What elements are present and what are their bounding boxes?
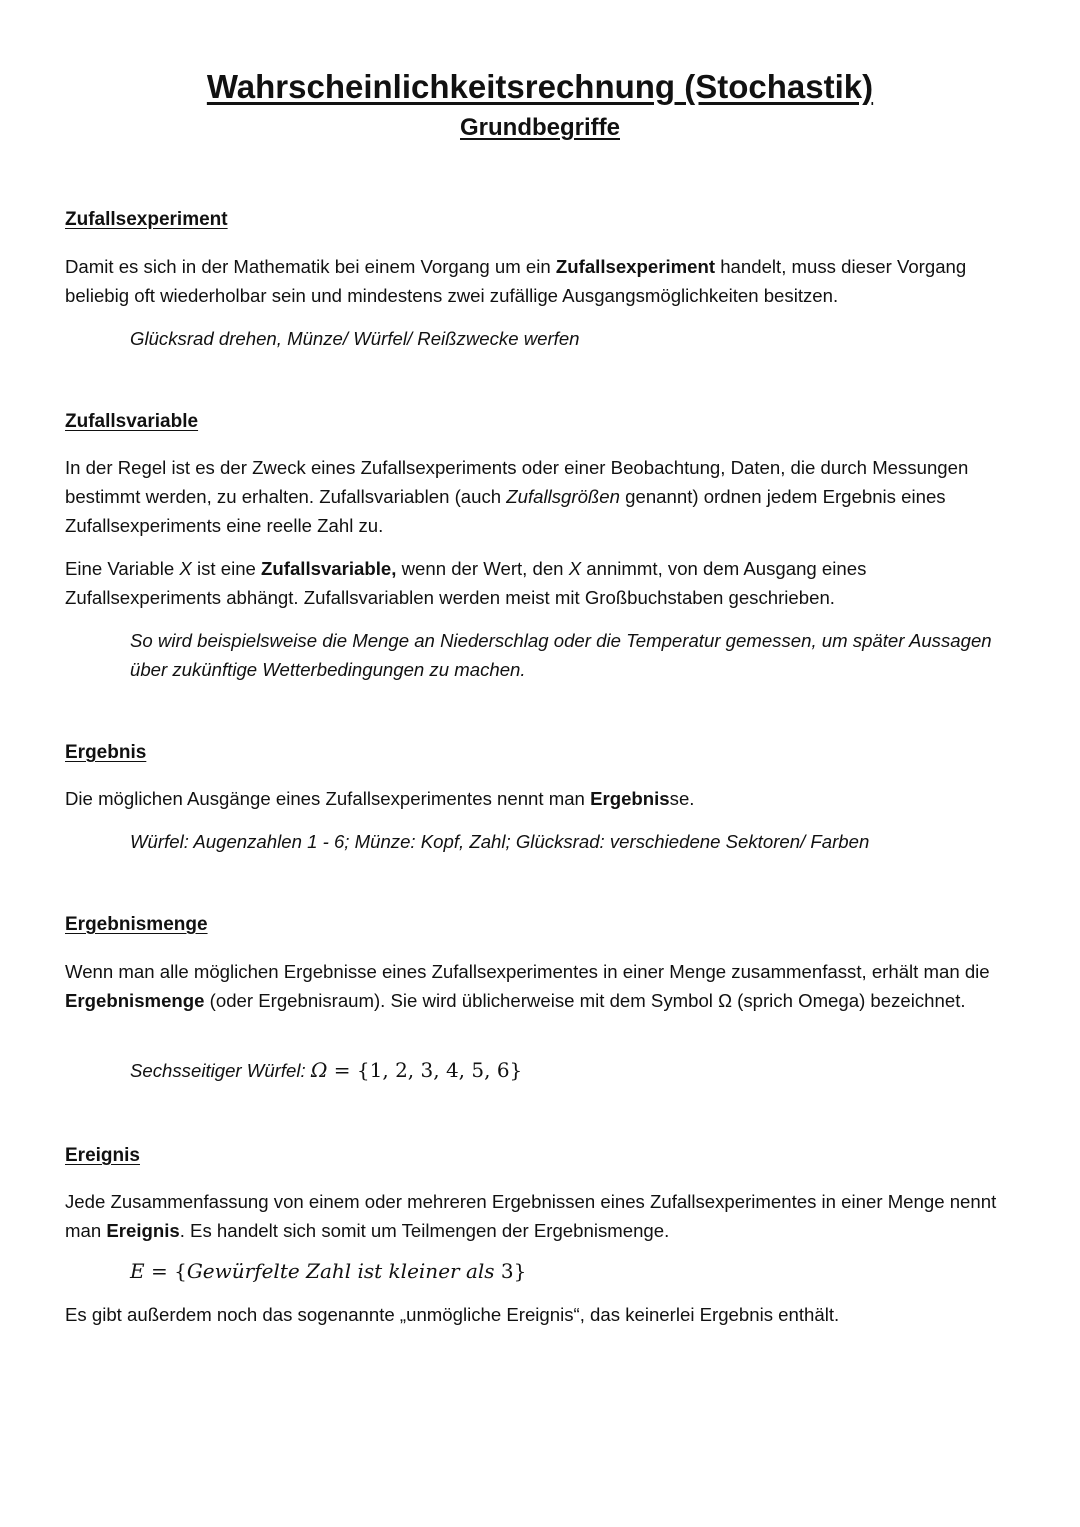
event-formula: E = {Gewürfelte Zahl ist kleiner als 3} [130, 1259, 527, 1283]
page-title: Wahrscheinlichkeitsrechnung (Stochastik) [206, 68, 874, 105]
paragraph-zufallsexperiment: Damit es sich in der Mathematik bei einem Vorgang um ein Zufallsexperiment handelt, muss dieser Vorgang beliebig oft wiederholbar sein und mindestens zwei zufällige Ausgangsmöglichkeiten besitzen. [65, 256, 967, 306]
paragraph-ergebnis: Die möglichen Ausgänge eines Zufallsexperimentes nennt man Ergebnisse. [65, 788, 695, 809]
example-zufallsexperiment: Glücksrad drehen, Münze/ Würfel/ Reißzwecke werfen [130, 328, 580, 349]
omega-formula: Ω = {1, 2, 3, 4, 5, 6} [310, 1058, 523, 1082]
paragraph-unmoegliches-ereignis: Es gibt außerdem noch das sogenannte „unmögliche Ereignis“, das keinerlei Ergebnis enthält. [65, 1304, 840, 1325]
example-zufallsvariable: So wird beispielsweise die Menge an Niederschlag oder die Temperatur gemessen, um später Aussagen über zukünftige Wetterbedingungen zu machen. [130, 630, 992, 680]
heading-ergebnis: Ergebnis [65, 742, 147, 763]
heading-zufallsvariable: Zufallsvariable [65, 411, 199, 432]
example-ergebnis: Würfel: Augenzahlen 1 - 6; Münze: Kopf, Zahl; Glücksrad: verschiedene Sektoren/ Farben [130, 831, 870, 852]
example-ergebnismenge: Sechsseitiger Würfel: Ω = {1, 2, 3, 4, 5, 6} [130, 1058, 523, 1082]
paragraph-zufallsvariable-2: Eine Variable X ist eine Zufallsvariable, wenn der Wert, den X annimmt, von dem Ausgang eines Zufallsexperiments abhängt. Zufallsvariablen werden meist mit Großbuchstaben geschrieben. [65, 558, 867, 608]
heading-ereignis: Ereignis [65, 1145, 140, 1166]
page-subtitle: Grundbegriffe [460, 114, 620, 141]
paragraph-ergebnismenge: Wenn man alle möglichen Ergebnisse eines Zufallsexperimentes in einer Menge zusammenfasst, erhält man die Ergebnismenge (oder Ergebnisraum). Sie wird üblicherweise mit dem Symbol Ω (sprich Omega) bezeichnet. [65, 961, 990, 1011]
paragraph-zufallsvariable-1: In der Regel ist es der Zweck eines Zufallsexperiments oder einer Beobachtung, Daten, die durch Messungen bestimmt werden, zu erhalten. Zufallsvariablen (auch Zufallsgrößen genannt) ordnen jedem Ergebnis eines Zufallsexperiments eine reelle Zahl zu. [65, 457, 969, 536]
heading-zufallsexperiment: Zufallsexperiment [65, 209, 228, 230]
heading-ergebnismenge: Ergebnismenge [65, 914, 208, 935]
paragraph-ereignis: Jede Zusammenfassung von einem oder mehreren Ergebnissen eines Zufallsexperimentes in einer Menge nennt man Ereignis. Es handelt sich somit um Teilmengen der Ergebnismenge. [65, 1191, 997, 1241]
